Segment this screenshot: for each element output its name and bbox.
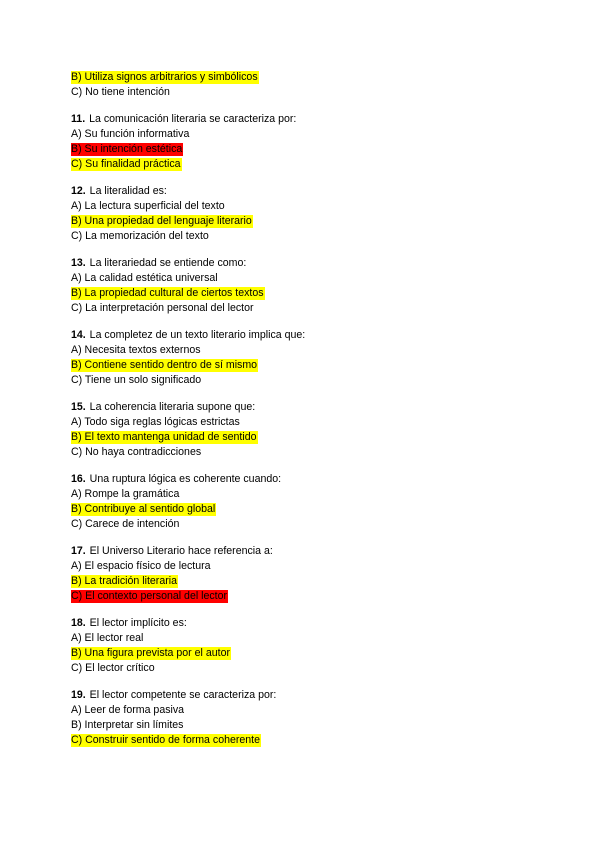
- question-text: El lector competente se caracteriza por:: [86, 689, 277, 701]
- option-text: C) No haya contradicciones: [71, 446, 202, 458]
- option-line: [71, 430, 541, 445]
- question-stem: [71, 472, 541, 487]
- option-line: [71, 646, 541, 661]
- question-block: [71, 544, 541, 604]
- question-text: La literariedad se entiende como:: [86, 257, 247, 269]
- option-line: [71, 703, 541, 718]
- option-text: C) El lector crítico: [71, 662, 155, 674]
- option-text: A) Su función informativa: [71, 128, 190, 140]
- option-text: B) La propiedad cultural de ciertos textos: [71, 287, 264, 299]
- question-number: 19.: [71, 689, 86, 701]
- question-block: [71, 184, 541, 244]
- option-text: A) Todo siga reglas lógicas estrictas: [71, 416, 240, 428]
- question-number: 12.: [71, 185, 86, 197]
- option-text: C) Construir sentido de forma coherente: [71, 734, 261, 746]
- option-line: [71, 229, 541, 244]
- option-text: A) Rompe la gramática: [71, 488, 180, 500]
- option-line: [71, 718, 541, 733]
- option-text: A) La calidad estética universal: [71, 272, 218, 284]
- question-number: 15.: [71, 401, 86, 413]
- question-stem: [71, 112, 541, 127]
- option-text: A) La lectura superficial del texto: [71, 200, 225, 212]
- question-number: 17.: [71, 545, 86, 557]
- option-line: [71, 85, 541, 100]
- option-line: [71, 157, 541, 172]
- question-stem: [71, 184, 541, 199]
- question-list: [71, 112, 541, 748]
- option-text: A) El lector real: [71, 632, 144, 644]
- question-stem: [71, 256, 541, 271]
- question-text: La completez de un texto literario implica que:: [86, 329, 306, 341]
- option-line: [71, 70, 541, 85]
- option-text: B) Contribuye al sentido global: [71, 503, 216, 515]
- option-line: [71, 301, 541, 316]
- option-text: B) Una propiedad del lenguaje literario: [71, 215, 252, 227]
- question-stem: [71, 544, 541, 559]
- carryover-options: [71, 70, 541, 100]
- option-text: C) Tiene un solo significado: [71, 374, 202, 386]
- question-block: [71, 256, 541, 316]
- option-line: [71, 343, 541, 358]
- option-line: [71, 445, 541, 460]
- question-number: 16.: [71, 473, 86, 485]
- question-text: La coherencia literaria supone que:: [86, 401, 256, 413]
- question-block: [71, 112, 541, 172]
- option-line: [71, 373, 541, 388]
- option-text: C) Carece de intención: [71, 518, 180, 530]
- question-text: Una ruptura lógica es coherente cuando:: [86, 473, 282, 485]
- option-line: [71, 574, 541, 589]
- question-stem: [71, 328, 541, 343]
- option-line: [71, 589, 541, 604]
- option-line: [71, 415, 541, 430]
- option-text: A) El espacio físico de lectura: [71, 560, 211, 572]
- option-line: [71, 142, 541, 157]
- option-line: [71, 502, 541, 517]
- option-line: [71, 517, 541, 532]
- option-line: [71, 199, 541, 214]
- option-text: C) La memorización del texto: [71, 230, 209, 242]
- option-text: C) Su finalidad práctica: [71, 158, 181, 170]
- option-text: B) Una figura prevista por el autor: [71, 647, 230, 659]
- option-text: C) No tiene intención: [71, 86, 170, 98]
- question-stem: [71, 688, 541, 703]
- option-line: [71, 487, 541, 502]
- option-line: [71, 733, 541, 748]
- question-stem: [71, 400, 541, 415]
- question-text: El Universo Literario hace referencia a:: [86, 545, 273, 557]
- option-line: [71, 559, 541, 574]
- option-line: [71, 271, 541, 286]
- option-text: B) Utiliza signos arbitrarios y simbólicos: [71, 71, 258, 83]
- option-text: A) Leer de forma pasiva: [71, 704, 185, 716]
- option-line: [71, 631, 541, 646]
- question-block: [71, 472, 541, 532]
- option-line: [71, 286, 541, 301]
- option-text: B) El texto mantenga unidad de sentido: [71, 431, 257, 443]
- question-block: [71, 328, 541, 388]
- option-text: B) Su intención estética: [71, 143, 183, 155]
- question-block: [71, 400, 541, 460]
- question-stem: [71, 616, 541, 631]
- question-block: [71, 688, 541, 748]
- question-number: 14.: [71, 329, 86, 341]
- option-line: [71, 214, 541, 229]
- option-text: C) La interpretación personal del lector: [71, 302, 254, 314]
- question-text: La literalidad es:: [86, 185, 167, 197]
- document-page: [71, 70, 541, 748]
- option-line: [71, 358, 541, 373]
- question-block: [71, 616, 541, 676]
- option-line: [71, 127, 541, 142]
- question-text: La comunicación literaria se caracteriza por:: [86, 113, 297, 125]
- question-text: El lector implícito es:: [86, 617, 187, 629]
- option-text: B) Contiene sentido dentro de sí mismo: [71, 359, 258, 371]
- option-text: B) Interpretar sin límites: [71, 719, 184, 731]
- question-number: 11.: [71, 113, 86, 125]
- question-number: 18.: [71, 617, 86, 629]
- option-text: C) El contexto personal del lector: [71, 590, 228, 602]
- option-text: A) Necesita textos externos: [71, 344, 201, 356]
- question-number: 13.: [71, 257, 86, 269]
- option-text: B) La tradición literaria: [71, 575, 177, 587]
- option-line: [71, 661, 541, 676]
